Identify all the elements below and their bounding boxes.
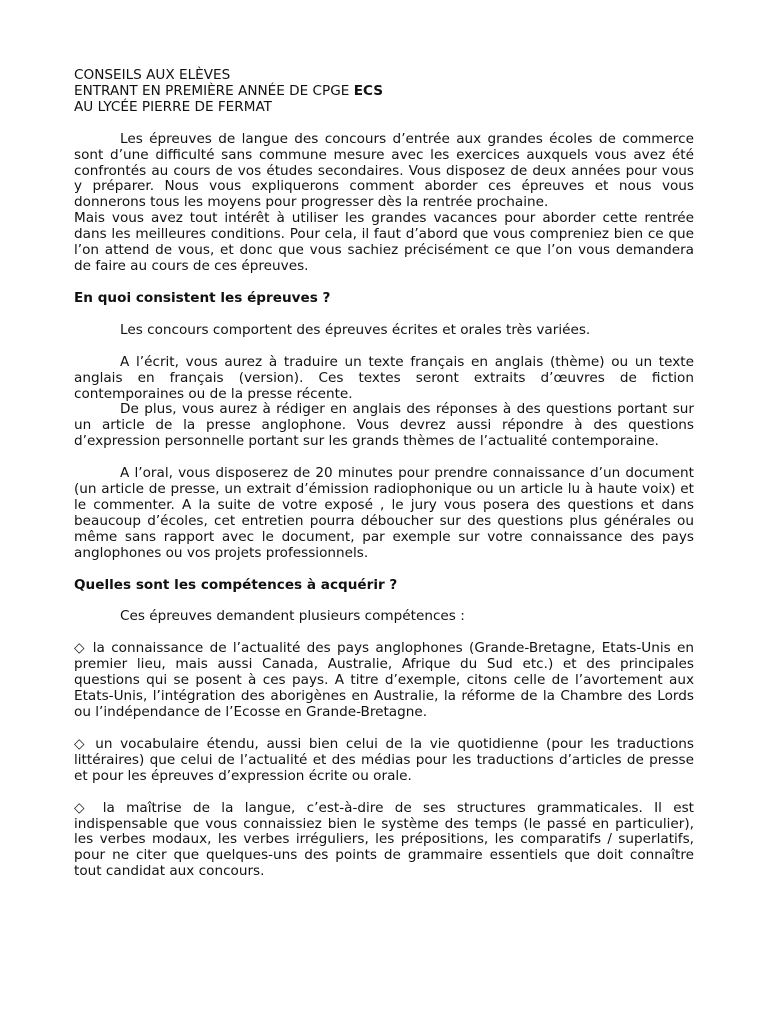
document-body: [74, 68, 694, 880]
header-line-2-bold: ECS: [353, 82, 383, 99]
bullet-text: la connaissance de l’actualité des pays anglophones (Grande-Bretagne, Etats-Unis en premier lieu, mais aussi Canada, Australie, Afrique du Sud etc.) et des principales questions qui se posent à ces pays. A titre d’exemple, citons celle de l’avortement aux Etats-Unis, l’intégration des aborigènes en Australie, la réforme de la Chambre des Lords ou l’indépendance de l’Ecosse en Grande-Bretagne.: [74, 640, 694, 720]
bullet-item-grammar: [74, 801, 694, 881]
section-1-paragraph-3: De plus, vous aurez à rédiger en anglais des réponses à des questions portant sur un article de la presse anglophone. Vous devrez aussi répondre à des questions d’expression personnelle portant sur les grands thèmes de l’actualité contemporaine.: [74, 401, 694, 450]
header-line-2-text: ENTRANT EN PREMIÈRE ANNÉE DE CPGE: [74, 82, 354, 99]
section-1-paragraph-4: A l’oral, vous disposerez de 20 minutes pour prendre connaissance d’un document (un article de presse, un extrait d’émission radiophonique ou un article lu à haute voix) et le commenter. A la suite de votre exposé , le jury vous posera des questions et dans beaucoup d’écoles, cet entretien pourra déboucher sur des questions plus générales ou même sans rapport avec le document, par exemple sur votre connaissance des pays anglophones ou vos projets professionnels.: [74, 465, 694, 561]
spacer: [74, 721, 694, 737]
diamond-bullet-icon: ◇: [74, 735, 88, 752]
spacer: [74, 275, 694, 291]
diamond-bullet-icon: ◇: [74, 799, 92, 816]
header-line-2: [74, 84, 694, 100]
spacer: [74, 116, 694, 132]
spacer: [74, 307, 694, 323]
intro-paragraph-2: Mais vous avez tout intérêt à utiliser les grandes vacances pour aborder cette rentrée dans les meilleures conditions. Pour cela, il faut d’abord que vous compreniez bien ce que l’on attend de vous, et donc que vous sachiez précisément ce que l’on vous demandera de faire au cours de ces épreuves.: [74, 210, 694, 274]
spacer: [74, 785, 694, 801]
bullet-item-knowledge: [74, 641, 694, 721]
section-1-paragraph-2: A l’écrit, vous aurez à traduire un texte français en anglais (thème) ou un texte anglais en français (version). Ces textes seront extraits d’œuvres de fiction contemporaines ou de la presse récente.: [74, 353, 694, 402]
spacer: [74, 593, 694, 609]
document-header: [74, 68, 694, 116]
section-1-heading: En quoi consistent les épreuves ?: [74, 289, 331, 306]
spacer: [74, 562, 694, 578]
header-line-1: CONSEILS AUX ELÈVES: [74, 67, 231, 83]
bullet-text: la maîtrise de la langue, c’est-à-dire de ses structures grammaticales. Il est indispensable que vous connaissiez bien le système des temps (le passé en particulier), les verbes modaux, les verbes irréguliers, les prépositions, les comparatifs / superlatifs, pour ne citer que quelques-uns des points de grammaire essentiels que doit connaître tout candidat aux concours.: [74, 799, 694, 880]
diamond-bullet-icon: ◇: [74, 640, 87, 657]
intro-paragraph-1: Les épreuves de langue des concours d’entrée aux grandes écoles de commerce sont d’une difficulté sans commune mesure avec les exercices auxquels vous avez été confrontés au cours de vos études secondaires. Vous disposez de deux années pour vous y préparer. Nous vous expliquerons comment aborder ces épreuves et nous vous donnerons tous les moyens pour progresser dès la rentrée prochaine.: [74, 130, 694, 211]
spacer: [74, 450, 694, 466]
bullet-item-vocabulary: [74, 737, 694, 785]
section-1-paragraph-1: Les concours comportent des épreuves écrites et orales très variées.: [120, 321, 591, 338]
section-2-intro: Ces épreuves demandent plusieurs compétences :: [120, 608, 465, 625]
bullet-text: un vocabulaire étendu, aussi bien celui de la vie quotidienne (pour les traductions littéraires) que celui de l’actualité et des médias pour les traductions d’articles de presse et pour les épreuves d’expression écrite ou orale.: [74, 735, 694, 784]
section-2-heading: Quelles sont les compétences à acquérir ?: [74, 576, 398, 593]
header-line-3: AU LYCÉE PIERRE DE FERMAT: [74, 98, 272, 115]
spacer: [74, 625, 694, 641]
spacer: [74, 339, 694, 355]
